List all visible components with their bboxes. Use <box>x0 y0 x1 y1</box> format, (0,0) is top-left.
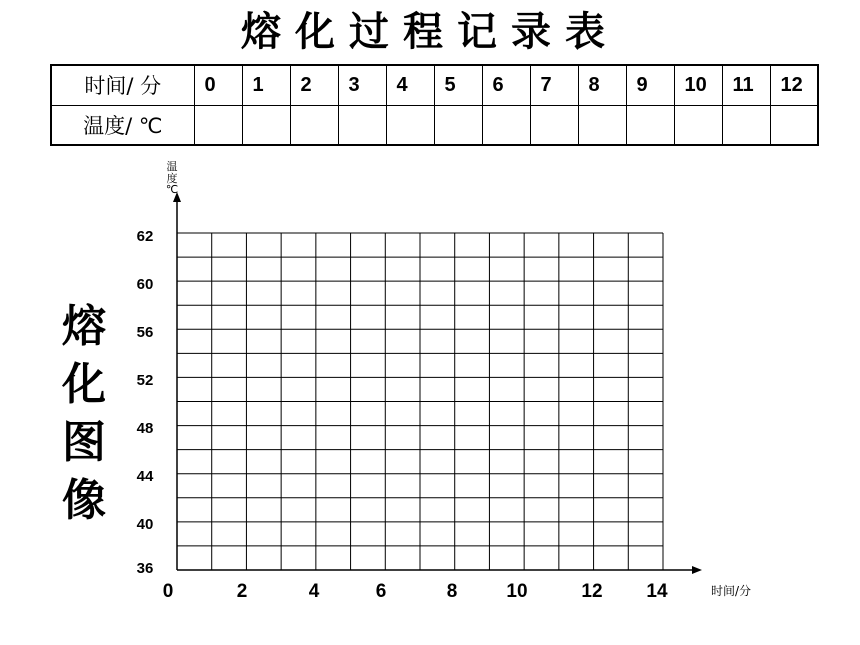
y-tick-label: 44 <box>136 468 154 485</box>
x-axis-arrow-icon <box>692 566 702 574</box>
time-cell: 11 <box>722 65 770 105</box>
y-tick-label: 48 <box>136 420 154 437</box>
time-cell: 4 <box>386 65 434 105</box>
y-tick-label: 40 <box>136 516 154 533</box>
y-axis-label: ℃ <box>165 183 179 196</box>
x-tick-label: 14 <box>646 581 668 602</box>
time-cell: 1 <box>242 65 290 105</box>
x-tick-label: 12 <box>581 581 603 602</box>
time-cell: 6 <box>482 65 530 105</box>
time-cell: 7 <box>530 65 578 105</box>
x-tick-label: 4 <box>308 581 320 602</box>
y-tick-label: 62 <box>136 228 154 245</box>
time-cell: 3 <box>338 65 386 105</box>
side-label-char: 图 <box>62 417 106 468</box>
y-tick-label: 56 <box>136 324 154 341</box>
time-cell: 2 <box>290 65 338 105</box>
time-cell: 9 <box>626 65 674 105</box>
y-axis-label: 度 <box>166 172 178 185</box>
time-cell: 8 <box>578 65 626 105</box>
time-cell: 5 <box>434 65 482 105</box>
time-label: 时间/ 分 <box>51 65 194 105</box>
x-axis-label: 时间/分 <box>711 584 752 598</box>
x-tick-label: 6 <box>375 581 387 602</box>
x-tick-label: 2 <box>236 581 248 602</box>
temperature-label: 温度/ ℃ <box>51 105 194 145</box>
side-label-char: 化 <box>62 359 106 410</box>
y-tick-label: 36 <box>136 560 154 577</box>
x-tick-label: 8 <box>446 581 458 602</box>
page-title: 熔化过程记录表 <box>241 9 619 55</box>
time-cell: 0 <box>194 65 242 105</box>
x-tick-label: 0 <box>162 581 174 602</box>
x-tick-label: 10 <box>506 581 528 602</box>
y-tick-label: 60 <box>136 276 154 293</box>
time-cell: 10 <box>674 65 722 105</box>
time-cell: 12 <box>770 65 818 105</box>
y-tick-label: 52 <box>136 372 154 389</box>
y-axis-label: 温 <box>166 160 178 173</box>
side-label-char: 像 <box>62 475 106 526</box>
side-label-char: 熔 <box>62 301 106 352</box>
